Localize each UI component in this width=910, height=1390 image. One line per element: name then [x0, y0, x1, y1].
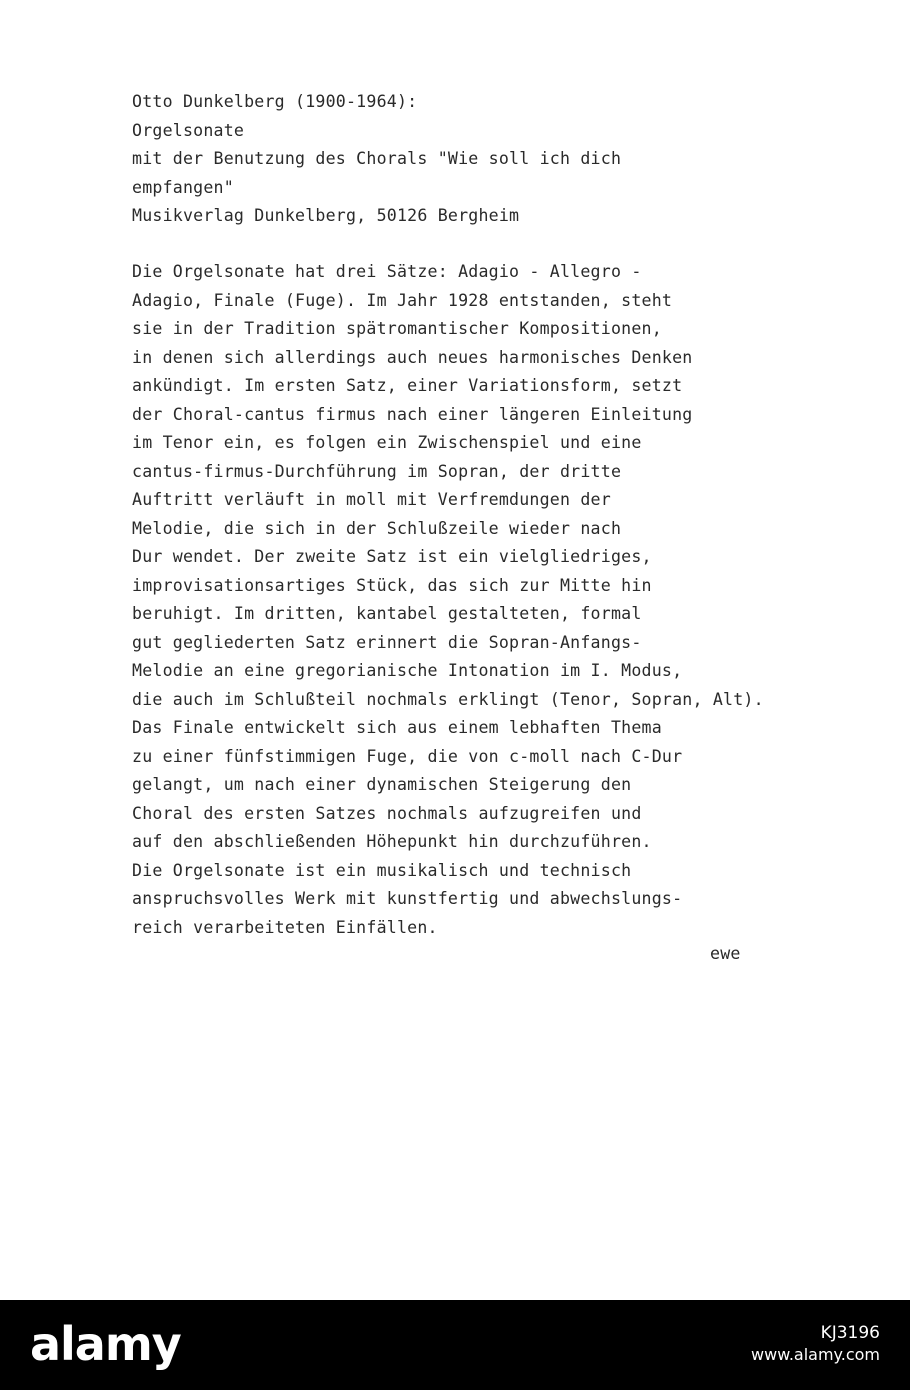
body-line: auf den abschließenden Höhepunkt hin durchzuführen. [132, 832, 652, 851]
signature: ewe [710, 944, 741, 963]
body-line: beruhigt. Im dritten, kantabel gestalteten, formal [132, 604, 642, 623]
image-id: KJ3196 [820, 1323, 880, 1343]
body-line: Choral des ersten Satzes nochmals aufzugreifen und [132, 803, 642, 823]
body-line: Adagio, Finale (Fuge). Im Jahr 1928 entstanden, steht [132, 290, 673, 310]
body-line: reich verarbeiteten Einfällen. [132, 917, 438, 937]
body-line: Dur wendet. Der zweite Satz ist ein vielgliedriges, [132, 547, 652, 566]
body-line: die auch im Schlußteil nochmals erklingt (Tenor, Sopran, Alt). [132, 689, 764, 709]
body-line: Die Orgelsonate hat drei Sätze: Adagio - Allegro - [132, 262, 642, 281]
document-heading [132, 88, 621, 231]
body-line: Die Orgelsonate ist ein musikalisch und technisch [132, 860, 632, 880]
body-line: im Tenor ein, es folgen ein Zwischenspiel und eine [132, 433, 642, 452]
body-line: Melodie, die sich in der Schlußzeile wieder nach [132, 518, 622, 538]
body-line: Das Finale entwickelt sich aus einem lebhaften Thema [132, 718, 662, 737]
heading-line: Orgelsonate [132, 120, 245, 140]
body-line: anspruchsvolles Werk mit kunstfertig und abwechslungs- [132, 889, 683, 908]
heading-line: Musikverlag Dunkelberg, 50126 Bergheim [132, 206, 520, 225]
footer-url: www.alamy.com [751, 1345, 880, 1364]
body-line: gelangt, um nach einer dynamischen Steigerung den [132, 775, 632, 794]
heading-line: mit der Benutzung des Chorals "Wie soll ich dich [132, 149, 622, 168]
body-line: der Choral-cantus firmus nach einer längeren Einleitung [132, 404, 693, 424]
body-line: Melodie an eine gregorianische Intonation im I. Modus, [132, 661, 683, 680]
body-line: sie in der Tradition spätromantischer Kompositionen, [132, 319, 662, 338]
body-line: in denen sich allerdings auch neues harmonisches Denken [132, 347, 693, 367]
heading-line: Otto Dunkelberg (1900-1964): [132, 92, 418, 111]
body-line: gut gegliederten Satz erinnert die Sopran-Anfangs- [132, 632, 642, 652]
body-line: ankündigt. Im ersten Satz, einer Variationsform, setzt [132, 376, 683, 395]
document-body [132, 258, 764, 942]
body-line: Auftritt verläuft in moll mit Verfremdungen der [132, 490, 611, 509]
body-line: improvisationsartiges Stück, das sich zur Mitte hin [132, 575, 652, 595]
alamy-logo: alamy [30, 1317, 181, 1371]
body-line: zu einer fünfstimmigen Fuge, die von c-moll nach C-Dur [132, 746, 683, 766]
watermark-footer [0, 1300, 910, 1390]
footer-info [751, 1322, 880, 1366]
body-line: cantus-firmus-Durchführung im Sopran, der dritte [132, 461, 622, 481]
heading-line: empfangen" [132, 177, 234, 197]
